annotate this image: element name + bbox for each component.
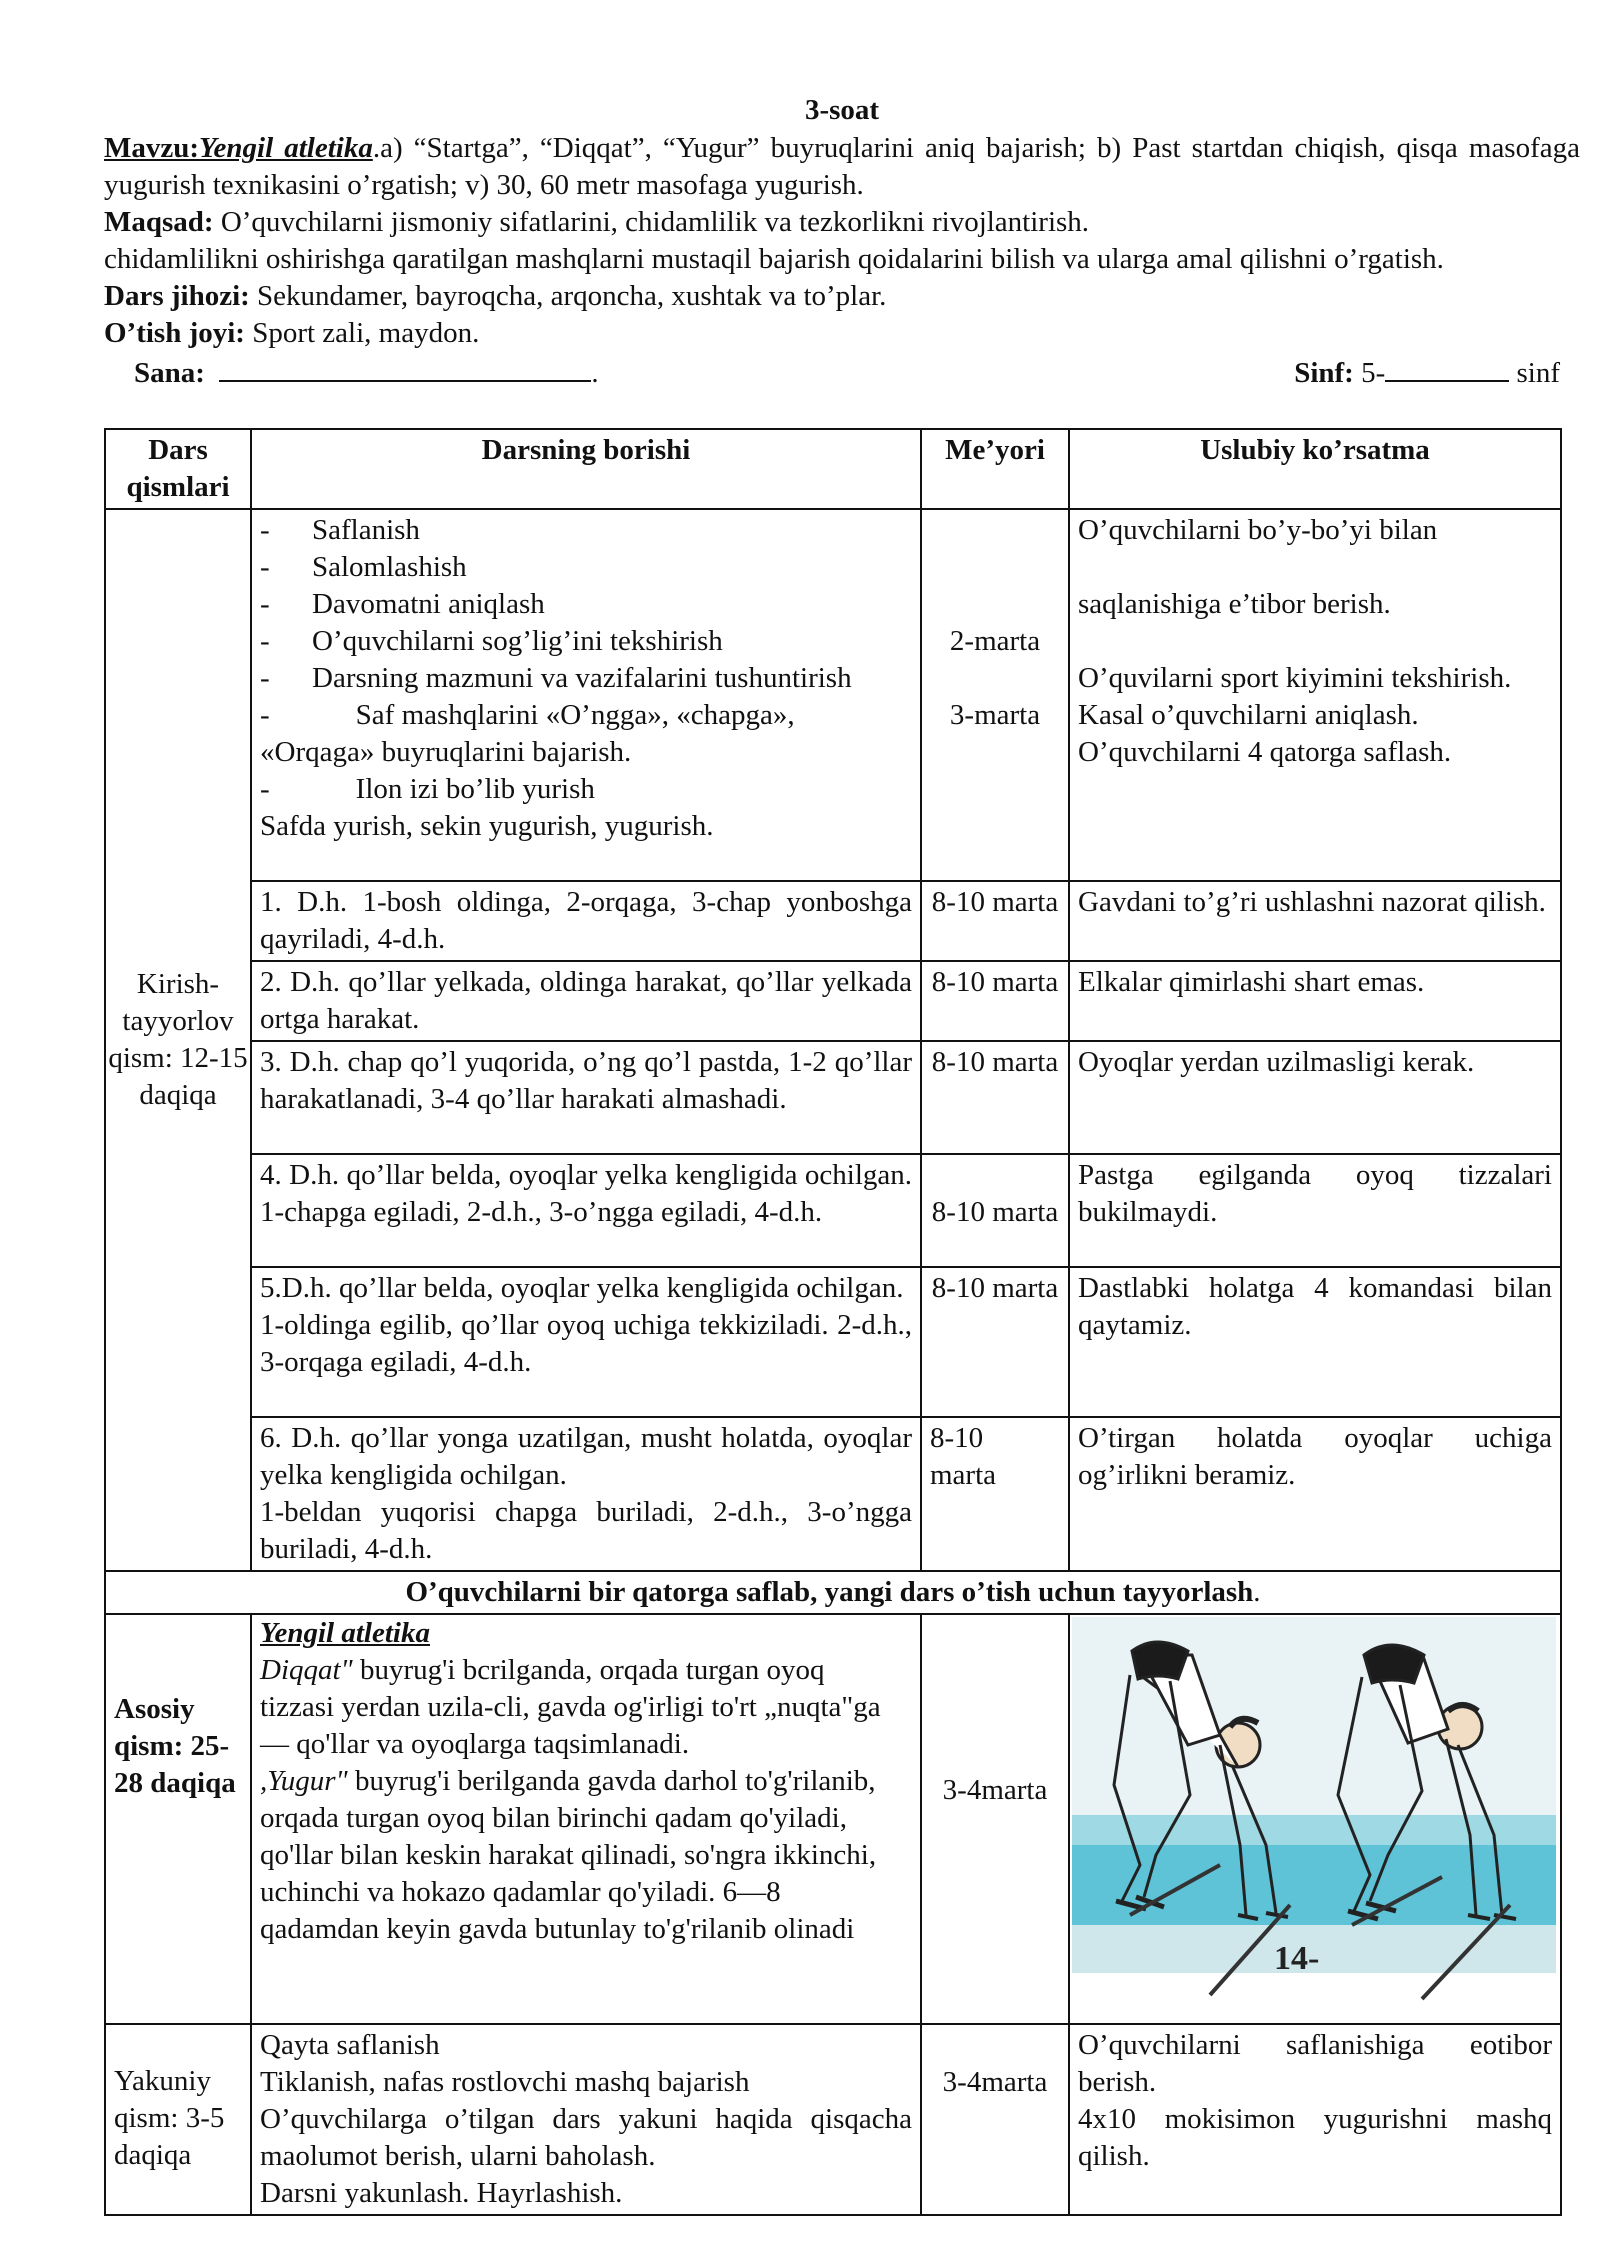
item-text: Ilon izi bo’lib yurish — [355, 773, 595, 805]
exercise-norm: 8-10 marta — [921, 1267, 1069, 1417]
yakuniy-part-label — [105, 2024, 251, 2215]
list-item — [260, 771, 912, 808]
mavzu-text: .a) “Startga”, “Diqqat”, “Yugur” buyruqlarini aniq bajarish; b) Past startdan chiqish, qisqa masofaga yugurish texnikasini o’rgatish; v) 30, 60 metr masofaga yugurish. — [104, 132, 1580, 201]
yakuniy-line: Tiklanish, nafas rostlovchi mashq bajarish — [260, 2066, 750, 2098]
dash: - — [260, 625, 270, 657]
norm-value: 2-marta — [949, 625, 1041, 657]
sinf-field — [1294, 352, 1560, 392]
exercise-hint: Elkalar qimirlashi shart emas. — [1069, 961, 1561, 1041]
exercise-norm: 8-10 marta — [931, 1196, 1059, 1228]
table-row — [105, 961, 1561, 1041]
exercise-text-cell — [251, 1417, 921, 1571]
mavzu-label: Mavzu: — [104, 132, 200, 164]
separator-row — [105, 1571, 1561, 1614]
hint-line: saqlanishiga e’tibor berish. — [1078, 588, 1391, 620]
list-item — [260, 623, 912, 660]
exercise-text: 5.D.h. qo’llar belda, oyoqlar yelka kengligida ochilgan. — [260, 1272, 904, 1304]
joy-text: Sport zali, maydon. — [244, 317, 480, 349]
sinf-prefix: 5- — [1353, 357, 1386, 389]
exercise-text: 1. D.h. 1-bosh oldinga, 2-orqaga, 3-chap yonboshga qayriladi, 4-d.h. — [251, 881, 921, 961]
dash: - — [260, 514, 270, 546]
diqqat-paragraph — [260, 1652, 912, 1763]
exercise-hint: Gavdani to’g’ri ushlashni nazorat qilish. — [1069, 881, 1561, 961]
mavzu-topic: Yengil atletika — [199, 132, 373, 164]
exercise-norm: 8-10 marta — [921, 881, 1069, 961]
maqsad-label: Maqsad: — [104, 206, 214, 238]
asosiy-norm — [921, 1614, 1069, 2024]
lesson-table — [104, 428, 1562, 2216]
asosiy-part-label — [105, 1614, 251, 2024]
table-row — [105, 1417, 1561, 1571]
list-item — [260, 660, 912, 697]
table-row — [105, 1614, 1561, 2024]
header-uslubiy: Uslubiy ko’rsatma — [1069, 429, 1561, 509]
yugur-paragraph — [260, 1763, 912, 1948]
table-row — [105, 2024, 1561, 2215]
exercise-text: 1-oldinga egilib, qo’llar oyoq uchiga tekkiziladi. 2-d.h., 3-orqaga egiladi, 4-d.h. — [260, 1309, 912, 1378]
mavzu-paragraph — [104, 130, 1580, 204]
norm-value: 3-4marta — [942, 1773, 1048, 1806]
separator-text: O’quvchilarni bir qatorga saflab, yangi dars o’tish uchun tayyorlash — [405, 1576, 1254, 1608]
table-row — [105, 509, 1561, 881]
exercise-text: 3. D.h. chap qo’l yuqorida, o’ng qo’l pastda, 1-2 qo’llar harakatlanadi, 3-4 qo’llar harakati almashadi. — [251, 1041, 921, 1154]
sana-label: Sana: — [134, 357, 205, 389]
yugur-text: buyrug'i berilganda gavda darhol to'g'rilanib, orqada turgan oyoq bilan birinchi qadam qo'yiladi, qo'llar bilan keskin harakat qilinadi, so'ngra ikkinchi, uchinchi va hokazo qadamlar qo'yiladi. 6—8 qadamdan keyin gavda butunlay to'g'rilanib olinadi — [260, 1765, 877, 1945]
document-header — [104, 92, 1580, 389]
joy-label: O’tish joyi: — [104, 317, 245, 349]
item-text: Davomatni aniqlash — [312, 588, 545, 620]
item-text: Darsning mazmuni va vazifalarini tushuntirish — [312, 662, 852, 694]
hint-line: O’quvchilarni saflanishiga eotibor berish. — [1078, 2029, 1552, 2098]
yakuniy-line: Darsni yakunlash. Hayrlashish. — [260, 2177, 623, 2209]
sinf-suffix: sinf — [1509, 357, 1560, 389]
joy-paragraph — [104, 315, 1580, 352]
kirish-intro-hint — [1069, 509, 1561, 881]
jihoz-paragraph — [104, 278, 1580, 315]
item-text: O’quvchilarni sog’lig’ini tekshirish — [312, 625, 723, 657]
yugur-word: ,Yugur" — [260, 1765, 348, 1797]
exercise-hint: Pastga egilganda oyoq tizzalari bukilmaydi. — [1069, 1154, 1561, 1267]
table-row — [105, 1267, 1561, 1417]
header-dars-qismlari: Dars qismlari — [105, 429, 251, 509]
asosiy-part-text: Asosiy qism: 25-28 daqiqa — [114, 1693, 236, 1799]
diqqat-word: Diqqat" — [260, 1654, 353, 1686]
kirish-intro-cell — [251, 509, 921, 881]
hint-line: O’quvchilarni 4 qatorga saflash. — [1078, 736, 1452, 768]
yakuniy-content — [251, 2024, 921, 2215]
exercise-text: 4. D.h. qo’llar belda, oyoqlar yelka kengligida ochilgan. 1-chapga egiladi, 2-d.h., 3-o’ngga egiladi, 4-d.h. — [251, 1154, 921, 1267]
yakuniy-norm — [921, 2024, 1069, 2215]
exercise-text: 6. D.h. qo’llar yonga uzatilgan, musht holatda, oyoqlar yelka kengligida ochilgan. — [260, 1422, 912, 1491]
exercise-norm: 8-10 marta — [921, 1417, 1069, 1571]
item-text: Salomlashish — [312, 551, 467, 583]
kirish-part-text: Kirish-tayyorlov qism: 12-15 daqiqa — [108, 968, 248, 1111]
low-start-illustration — [1070, 1615, 1558, 2007]
jihoz-label: Dars jihozi: — [104, 280, 250, 312]
dash: - — [260, 773, 270, 805]
yakuniy-hint — [1069, 2024, 1561, 2215]
exercise-hint: Dastlabki holatga 4 komandasi bilan qaytamiz. — [1069, 1267, 1561, 1417]
lesson-title: 3-soat — [804, 94, 880, 126]
sana-sinf-row — [104, 352, 1580, 389]
jihoz-text: Sekundamer, bayroqcha, arqoncha, xushtak va to’plar. — [249, 280, 887, 312]
dash: - — [260, 662, 270, 694]
sana-blank[interactable] — [219, 352, 591, 382]
exercise-hint: Oyoqlar yerdan uzilmasligi kerak. — [1069, 1041, 1561, 1154]
hint-text: O’quvilarni sport kiyimini tekshirish. — [1078, 662, 1512, 694]
exercise-text: 1-beldan yuqorisi chapga buriladi, 2-d.h., 3-o’ngga buriladi, 4-d.h. — [260, 1496, 912, 1565]
diqqat-text: buyrug'i bcrilganda, orqada turgan oyoq tizzasi yerdan uzila-cli, gavda og'irligi to'rt „nuqta"ga — qo'llar va oyoqlarga taqsimlanadi. — [260, 1654, 881, 1760]
hint-line: Kasal o’quvchilarni aniqlash. — [1078, 699, 1419, 731]
exercise-text-cell — [251, 1267, 921, 1417]
dash: - — [260, 699, 270, 731]
hint-line: O’quvchilarni bo’y-bo’yi bilan — [1078, 514, 1438, 546]
kirish-part-label — [105, 509, 251, 1571]
item-text: Saflanish — [312, 514, 420, 546]
dash: - — [260, 551, 270, 583]
list-item — [260, 697, 912, 771]
asosiy-content — [251, 1614, 921, 2024]
hint-line: 4x10 mokisimon yugurishni mashq qilish. — [1078, 2103, 1552, 2172]
exercise-norm-cell — [921, 1154, 1069, 1267]
item-text: Saf mashqlarini «O’ngga», «chapga», «Orqaga» buyruqlarini bajarish. — [260, 699, 795, 768]
maqsad-paragraph — [104, 204, 1580, 241]
list-item — [260, 549, 912, 586]
hint-line — [1078, 660, 1552, 697]
table-row — [105, 1041, 1561, 1154]
sana-field: Sana: . — [134, 352, 599, 392]
exercise-norm: 8-10 marta — [921, 961, 1069, 1041]
yakuniy-line: Qayta saflanish — [260, 2029, 440, 2061]
maqsad-extra: chidamlilikni oshirishga qaratilgan mashqlarni mustaqil bajarish qoidalarini bilish va ularga amal qilishni o’rgatish. — [104, 243, 1444, 275]
norm-value: 3-marta — [949, 699, 1041, 731]
kirish-intro-norm — [921, 509, 1069, 881]
header-meyori: Me’yori — [921, 429, 1069, 509]
yakuniy-line: O’quvchilarga o’tilgan dars yakuni haqida qisqacha maolumot berish, ularni baholash. — [260, 2103, 912, 2172]
header-darsning-borishi: Darsning borishi — [251, 429, 921, 509]
norm-value: 3-4marta — [942, 2066, 1048, 2098]
sinf-blank[interactable] — [1385, 352, 1509, 382]
list-item — [260, 512, 912, 549]
sinf-label: Sinf: — [1294, 357, 1354, 389]
exercise-text: 2. D.h. qo’llar yelkada, oldinga harakat, qo’llar yelkada ortga harakat. — [251, 961, 921, 1041]
dash: - — [260, 588, 270, 620]
separator-cell: O’quvchilarni bir qatorga saflab, yangi dars o’tish uchun tayyorlash. — [105, 1571, 1561, 1614]
yakuniy-part-text: Yakuniy qism: 3-5 daqiqa — [114, 2065, 225, 2171]
figure-number: 14- — [1274, 1940, 1320, 1977]
list-item — [260, 586, 912, 623]
exercise-norm: 8-10 marta — [921, 1041, 1069, 1154]
exercise-hint: O’tirgan holatda oyoqlar uchiga og’irlikni beramiz. — [1069, 1417, 1561, 1571]
safda-text: Safda yurish, sekin yugurish, yugurish. — [260, 810, 714, 842]
table-row — [105, 881, 1561, 961]
table-row — [105, 1154, 1561, 1267]
figure-cell — [1069, 1614, 1561, 2024]
asosiy-heading: Yengil atletika — [260, 1617, 430, 1649]
table-header-row — [105, 429, 1561, 509]
maqsad-text: O’quvchilarni jismoniy sifatlarini, chidamlilik va tezkorlikni rivojlantirish. — [213, 206, 1090, 238]
